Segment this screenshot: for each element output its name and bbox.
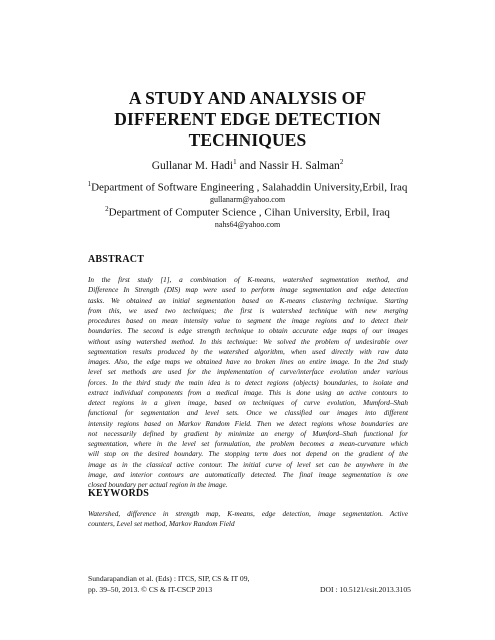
abstract-line: boundaries. The second is edge strength technique to obtain accurate edge maps of our images (88, 327, 408, 336)
abstract-line: functional for segmentation and level sets. Once we classified our images into different (88, 409, 408, 418)
abstract-line: procedures based on mean intensity value to segment the image regions and to detect their (88, 317, 408, 325)
paper-title (40, 88, 455, 151)
abstract-line: In the first study [1], a combination of K-means, watershed segmentation method, and (88, 276, 408, 284)
abstract-line: Difference In Strength (DIS) map were used to perform image segmentation and edge detection (88, 286, 408, 295)
abstract-line: without using watershed method. In this technique: We solved the problem of undesirable over (88, 337, 408, 346)
abstract-heading: ABSTRACT (88, 254, 145, 265)
affiliation-line (30, 180, 465, 194)
abstract-line: forces. In the third study the main idea is to detect regions (objects) boundaries, to isolate and (88, 378, 408, 387)
footer-citation: Sundarapandian et al. (Eds) : ITCS, SIP, CS & IT 09, (88, 574, 250, 583)
abstract-line: closed boundary per actual region in the image. (88, 481, 228, 489)
author-email: nahs64@yahoo.com (214, 220, 281, 229)
title-line: DIFFERENT EDGE DETECTION (114, 109, 381, 129)
abstract-line: level set methods are used for the implementation of curve/interface evolution under various (88, 368, 408, 377)
keywords-line: Watershed, difference in strength map, K-means, edge detection, image segmentation. Active (88, 510, 408, 518)
abstract-line: from this, we used two techniques; the first is watershed technique with new merging (88, 306, 408, 315)
keywords-body (88, 509, 408, 530)
abstract-body (88, 275, 408, 490)
abstract-line: segmentation, where in the level set formulation, the problem becomes a mean-curvature which (88, 440, 408, 448)
abstract-line: image, and interior contours are automatically detected. The final image segmentation is one (88, 470, 408, 479)
abstract-line: image as in the classical active contour. The initial curve of level set can be anywhere in the (88, 460, 408, 469)
affiliation-marker: 1 (87, 180, 92, 188)
title-line: TECHNIQUES (188, 130, 307, 150)
abstract-line: detect regions in a given image, based on techniques of curve evolution, Mumford–Shah (88, 399, 408, 407)
affiliation-line (30, 205, 465, 219)
affiliation-text: Department of Software Engineering , Salahaddin University,Erbil, Iraq (91, 181, 408, 194)
author-name: Nassir H. Salman (259, 159, 340, 172)
abstract-line: tasks. We obtained an initial segmentation based on K-means clustering technique. Starting (88, 296, 408, 305)
author-joiner: and (236, 159, 259, 172)
affiliation-marker: 2 (339, 158, 344, 166)
author-email: gullanarm@yahoo.com (209, 195, 286, 204)
abstract-line: segmentation results produced by the watershed algorithm, when used directly with raw data (88, 347, 408, 356)
abstract-line: extract individual components from a medical image. This is done using an active contours to (88, 388, 408, 397)
author-name: Gullanar M. Hadi (151, 159, 234, 172)
abstract-line: will stop on the desired boundary. The stopping term does not depend on the gradient of the (88, 450, 408, 459)
keywords-line: counters, Level set method, Markov Random Field (88, 520, 235, 529)
footer-doi: DOI : 10.5121/csit.2013.3105 (320, 585, 411, 594)
affiliation-text: Department of Computer Science , Cihan University, Erbil, Iraq (108, 206, 390, 219)
title-line: A STUDY AND ANALYSIS OF (128, 88, 367, 108)
abstract-line: images. Also, the edge maps we obtained have no broken lines on entire image. In the 2nd study (88, 358, 408, 366)
author-list (40, 158, 455, 172)
abstract-line: intensity regions based on Markov Random Field. Then we detect regions whose boundaries are (88, 419, 408, 428)
abstract-line: not necessarily defined by gradient by minimize an energy of Mumford–Shah functional for (88, 429, 408, 438)
affiliation-marker: 2 (105, 205, 109, 213)
footer-pages: pp. 39–50, 2013. © CS & IT-CSCP 2013 (88, 585, 213, 594)
affiliation-marker: 1 (233, 158, 237, 166)
keywords-heading: KEYWORDS (88, 488, 150, 499)
